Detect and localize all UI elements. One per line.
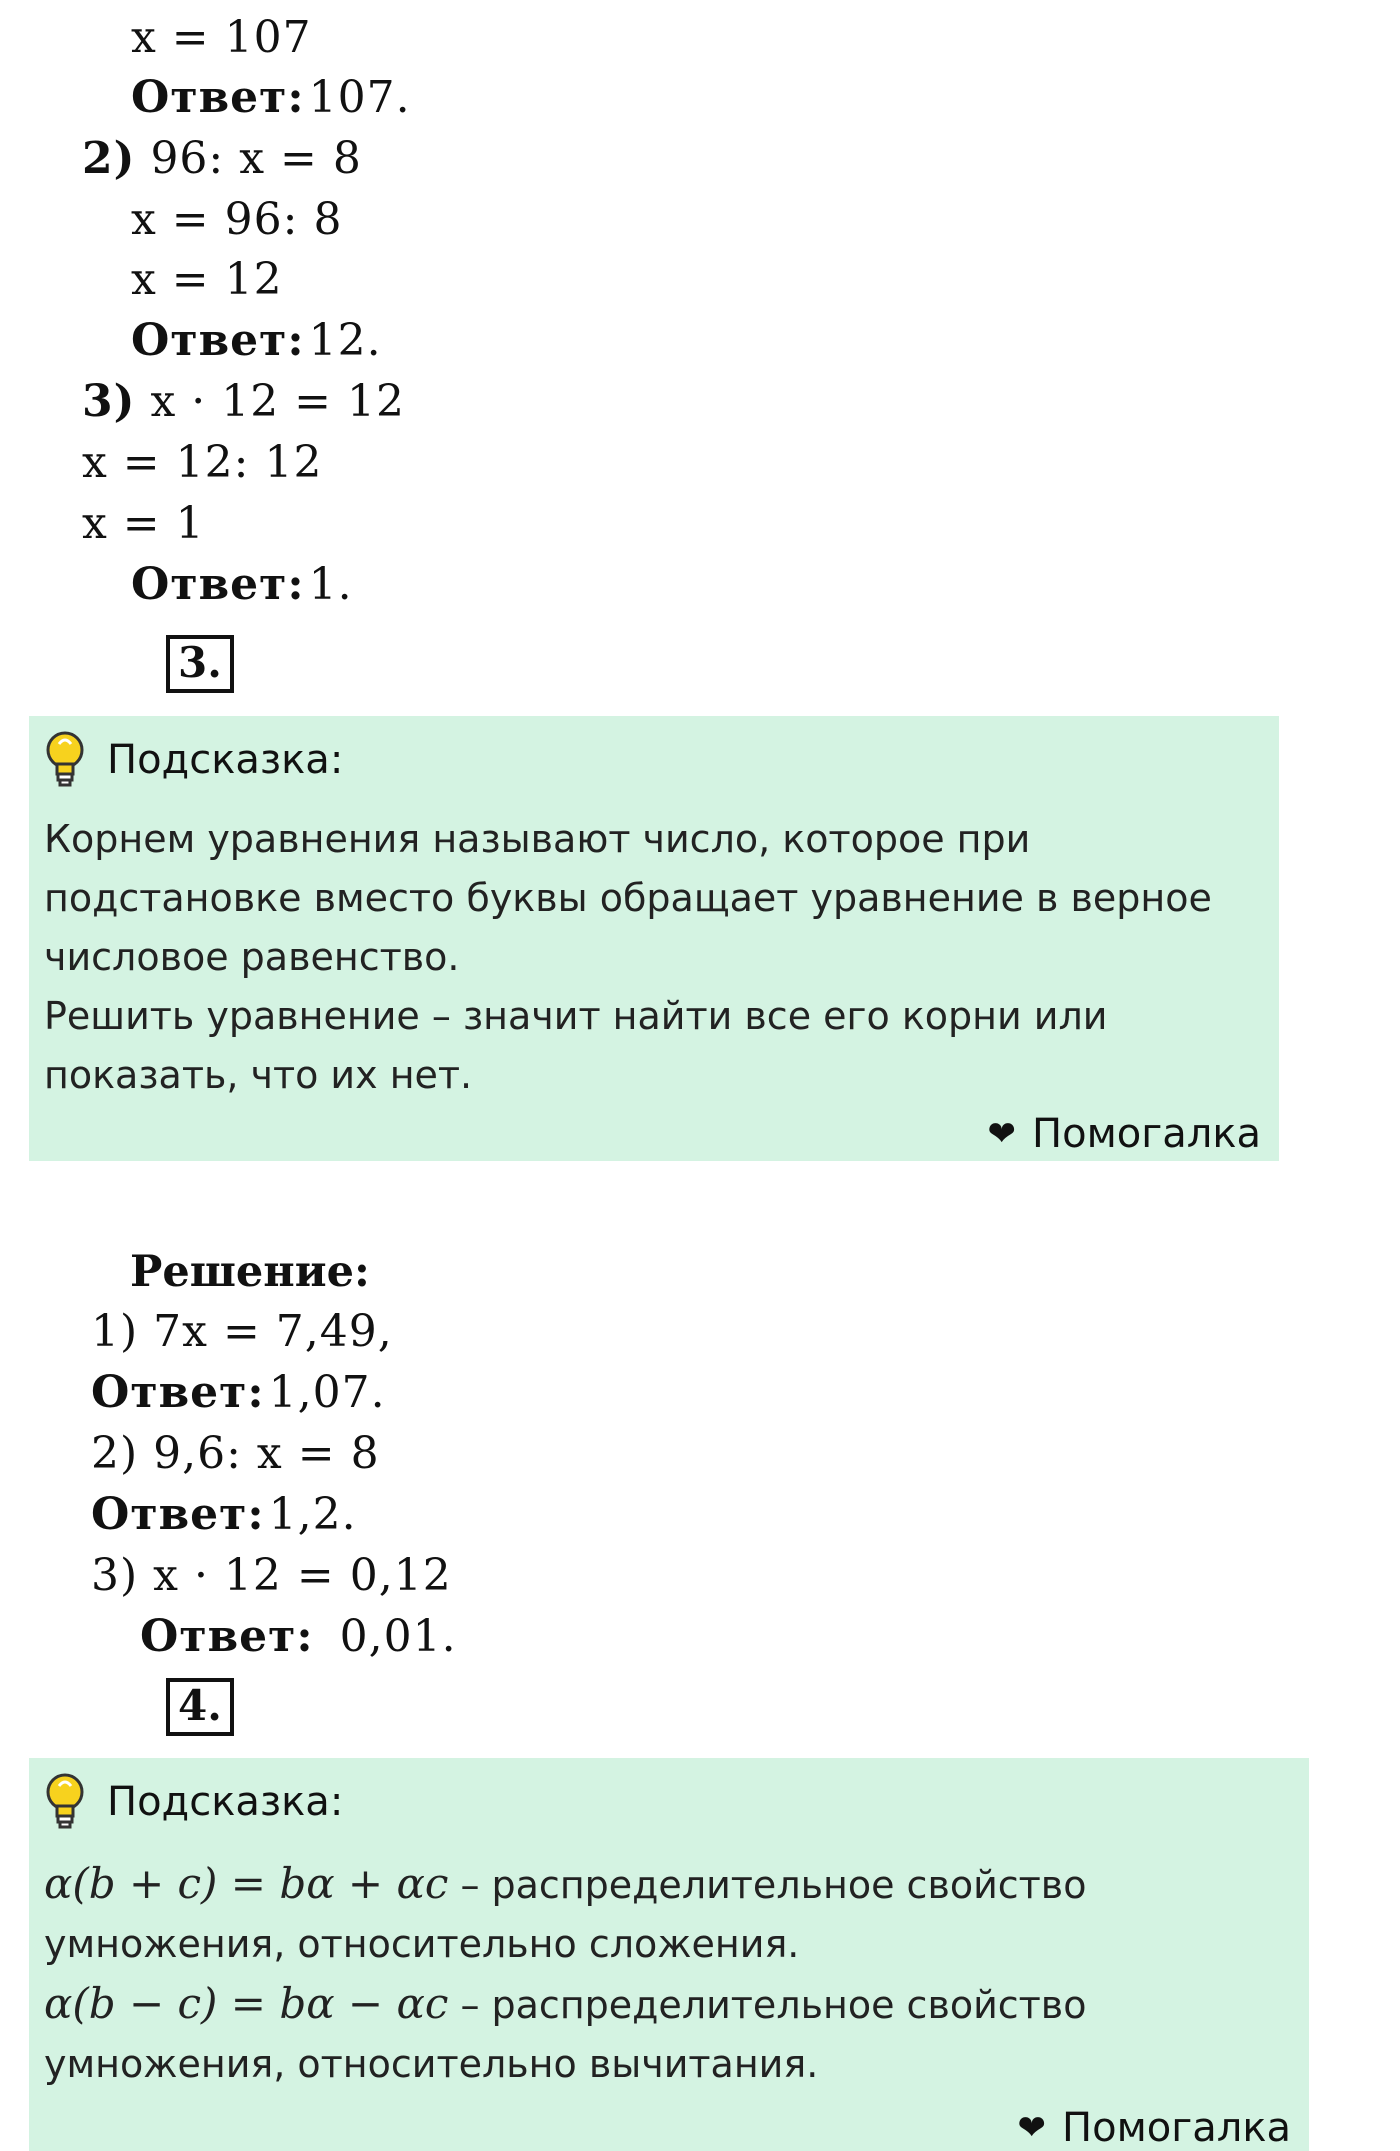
hint-paragraph: Решить уравнение – значит найти все его корни или показать, что их нет. <box>44 994 1108 1097</box>
answer-label: Ответ: <box>140 1611 314 1662</box>
hint-paragraph: Корнем уравнения называют число, которое при подстановке вместо буквы обращает уравнение в верное числовое равенство. <box>44 817 1212 979</box>
heart-icon: ❤ <box>987 1114 1017 1154</box>
solution-title: Решение: <box>130 1247 370 1297</box>
brand-label: Помогалка <box>1032 1111 1261 1157</box>
answer-value: 1,2. <box>268 1489 357 1540</box>
formula: α(b + c) = bα + αc <box>44 1859 449 1908</box>
answer-label: Ответ: <box>131 559 305 610</box>
answer-label: Ответ: <box>131 315 305 366</box>
equation-text: 96: x = 8 <box>150 133 362 184</box>
answer-line <box>131 313 382 369</box>
equation-line: 2) 9,6: x = 8 <box>91 1428 380 1479</box>
hint-title: Подсказка: <box>107 1779 344 1825</box>
answer-value: 0,01. <box>339 1611 457 1662</box>
answer-line <box>131 557 353 613</box>
equation-text: x · 12 = 12 <box>150 376 406 427</box>
equation-line: x = 96: 8 <box>131 194 343 245</box>
equation-line: 3) x · 12 = 0,12 <box>91 1550 452 1601</box>
hint-footer <box>988 1111 1261 1157</box>
equation-line: 1) 7x = 7,49, <box>91 1306 393 1357</box>
heart-icon: ❤ <box>1017 2108 1047 2148</box>
answer-value: 1. <box>308 559 353 610</box>
answer-label: Ответ: <box>131 72 305 123</box>
answer-line <box>140 1609 457 1665</box>
answer-value: 1,07. <box>268 1367 386 1418</box>
hint-body <box>44 810 1254 1105</box>
formula: α(b − c) = bα − αc <box>44 1979 449 2028</box>
hint-title: Подсказка: <box>107 737 344 783</box>
hint-box <box>29 716 1279 1161</box>
equation-line: x = 12 <box>131 254 283 305</box>
brand-label: Помогалка <box>1062 2105 1291 2151</box>
equation-line: x = 1 <box>82 498 205 549</box>
task-number-box: 3. <box>166 635 234 693</box>
answer-value: 107. <box>308 72 411 123</box>
lightbulb-icon <box>43 730 87 790</box>
hint-header <box>43 1772 343 1832</box>
hint-paragraph <box>44 1854 1254 1915</box>
answer-line <box>131 70 411 126</box>
hint-body <box>44 1854 1254 2094</box>
equation-number: 3) <box>82 376 136 427</box>
equation-line <box>82 374 405 430</box>
equation-line <box>82 131 362 187</box>
hint-box <box>29 1758 1309 2151</box>
answer-line <box>91 1365 386 1421</box>
hint-text: – распределительное свойство <box>448 1863 1087 1907</box>
answer-value: 12. <box>308 315 382 366</box>
equation-line: x = 107 <box>131 12 312 63</box>
hint-paragraph <box>44 1974 1254 2035</box>
equation-number: 2) <box>82 133 136 184</box>
hint-text: – распределительное свойство <box>448 1983 1087 2027</box>
hint-paragraph: умножения, относительно вычитания. <box>44 2042 819 2086</box>
hint-footer <box>1018 2105 1291 2151</box>
answer-line <box>91 1487 357 1543</box>
answer-label: Ответ: <box>91 1489 265 1540</box>
hint-header <box>43 730 343 790</box>
equation-line: x = 12: 12 <box>82 437 323 488</box>
lightbulb-icon <box>43 1772 87 1832</box>
task-number-box: 4. <box>166 1678 234 1736</box>
hint-paragraph: умножения, относительно сложения. <box>44 1922 800 1966</box>
answer-label: Ответ: <box>91 1367 265 1418</box>
